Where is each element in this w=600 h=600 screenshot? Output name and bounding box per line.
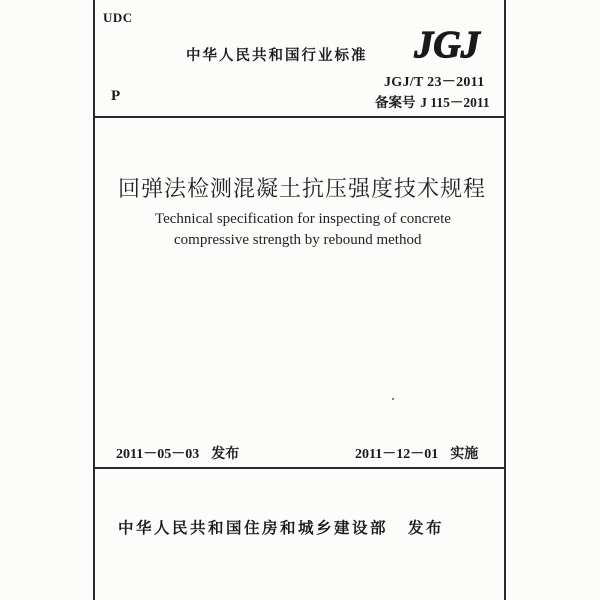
- footer-divider: [93, 467, 506, 469]
- speck: [392, 398, 394, 400]
- issuer-line: [118, 516, 444, 538]
- title-chinese: 回弹法检测混凝土抗压强度技术规程: [118, 177, 487, 202]
- implement-date-line: [355, 443, 478, 463]
- record-label: 备案号: [375, 95, 416, 111]
- jgj-logo-text: JGJ: [414, 24, 480, 64]
- standard-number: JGJ/T 23－2011: [384, 75, 485, 90]
- title-english-line1: Technical specification for inspecting of concrete: [155, 211, 451, 227]
- implement-label: 实施: [450, 446, 479, 462]
- implement-date: 2011－12－01: [355, 447, 439, 462]
- issue-label: 发布: [211, 446, 240, 462]
- jgj-logo: [402, 22, 492, 64]
- industry-standard-heading: 中华人民共和国行业标准: [186, 48, 368, 64]
- udc-label: UDC: [103, 10, 133, 25]
- right-border-line: [504, 0, 506, 600]
- jgj-logo-mark: [402, 22, 492, 64]
- title-english-line2: compressive strength by rebound method: [174, 232, 422, 248]
- issuer-action: 发布: [408, 519, 445, 537]
- issue-date: 2011－05－03: [116, 447, 200, 462]
- issue-date-line: [116, 443, 239, 463]
- record-number: J 115－2011: [420, 95, 490, 110]
- header-divider: [93, 116, 506, 118]
- record-number-line: [375, 91, 490, 111]
- issuer-name: 中华人民共和国住房和城乡建设部: [118, 519, 389, 537]
- left-border-line: [93, 0, 95, 600]
- category-code: P: [111, 88, 121, 104]
